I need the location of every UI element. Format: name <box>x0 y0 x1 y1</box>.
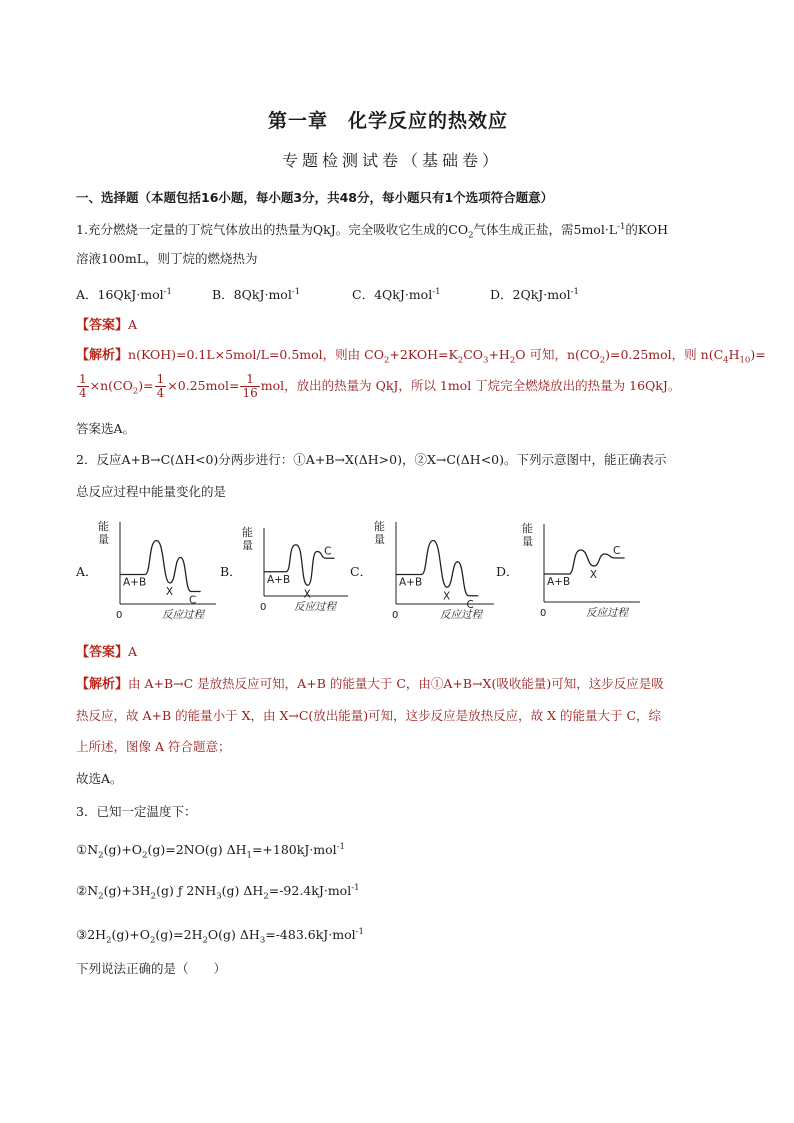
q1-option-a-sup: -1 <box>163 287 172 297</box>
q3-eq2-a: ②N <box>76 883 99 899</box>
q3-eq3-sub-c: 2 <box>202 935 208 946</box>
q1-stem-line1 <box>76 219 668 244</box>
y-axis-label-char: 能 <box>374 520 385 533</box>
q1-stem-b: 气体生成正盐，需5mol·L <box>473 222 618 238</box>
q1-sub: 2 <box>468 230 474 241</box>
q1-analysis-5: )=0.25mol，则 n(C <box>605 347 724 362</box>
reactant-label: A+B <box>547 576 571 588</box>
q1-option-b-text: B．8QkJ·mol <box>212 287 292 303</box>
q1-analysis-sub-b: 2 <box>457 355 464 366</box>
q1-option-a-text: A．16QkJ·mol <box>76 287 164 303</box>
fraction-1-4 <box>77 373 89 400</box>
intermediate-label: X <box>303 588 311 601</box>
q3-eq3-sup: -1 <box>355 927 364 937</box>
fraction-numerator: 1 <box>156 372 165 386</box>
fraction-numerator: 1 <box>79 372 87 386</box>
q1-option-b <box>212 284 300 303</box>
q1-analysis-sub-c: 3 <box>483 355 489 366</box>
section-header: 一、选择题（本题包括16小题，每小题3分，共48分，每小题只有1个选项符合题意） <box>76 190 554 205</box>
q3-eq1-sup: -1 <box>336 842 345 852</box>
q1-analysis-sub-h: 2 <box>132 386 139 397</box>
q1-conclusion: 答案选A。 <box>76 421 136 436</box>
q3-eq1-c: (g)=2NO(g) ΔH <box>147 842 247 858</box>
q3-eq2-sub-b: 2 <box>150 891 157 902</box>
q1-analysis-6: H <box>728 347 740 362</box>
q1-analysis-sub-d: 2 <box>509 355 516 366</box>
q1-analysis-line1 <box>76 347 766 369</box>
q1-analysis-sub-e: 2 <box>599 355 606 366</box>
q1-option-c-text: C．4QkJ·mol <box>352 287 433 303</box>
q1-answer-label: 【答案】 <box>76 318 129 333</box>
fraction-1-16 <box>240 373 259 400</box>
reactant-label: A+B <box>123 576 147 589</box>
q3-eq2-sub-c: 3 <box>216 891 222 902</box>
origin-label: 0 <box>260 602 267 613</box>
reactant-label: A+B <box>399 576 423 589</box>
origin-label: 0 <box>116 610 123 621</box>
y-axis-label-char: 能 <box>242 526 253 539</box>
q3-eq1-sub-a: 2 <box>98 850 104 861</box>
product-label: C <box>324 545 332 558</box>
q3-eq3-b: (g)+O <box>111 927 150 943</box>
origin-label: 0 <box>540 608 547 619</box>
q2-analysis-line3: 上所述，图像 A 符合题意； <box>76 739 231 754</box>
q1-analysis-2b: CO <box>463 347 484 362</box>
fraction-1-4b <box>155 373 167 400</box>
q1-option-b-sup: -1 <box>291 287 301 297</box>
intermediate-label: X <box>165 586 174 598</box>
reactant-label: A+B <box>267 573 291 586</box>
q1-option-d-text: D．2QkJ·mol <box>490 287 571 303</box>
q3-eq2-e: =-92.4kJ·mol <box>268 883 352 899</box>
x-axis-label: 反应过程 <box>162 609 204 621</box>
q3-eq2-d: (g) ΔH <box>221 883 264 899</box>
q2-analysis-line2: 热反应，故 A+B 的能量小于 X，由 X→C(放出能量)可知，这步反应是放热反应，故 X 的能量大于 C，综 <box>76 708 662 723</box>
product-label: C <box>189 594 197 607</box>
energy-chart-a <box>96 514 220 628</box>
q2-conclusion: 故选A。 <box>76 771 123 786</box>
q3-eq2-sub-a: 2 <box>98 891 104 902</box>
q1-analysis-sub-g: 10 <box>739 355 751 366</box>
x-axis-label: 反应过程 <box>440 609 482 621</box>
q3-eq2-c: (g) ƒ 2NH <box>156 883 217 899</box>
q2-answer-value: A <box>128 644 138 659</box>
q1-analysis-8: ×n(CO <box>89 378 133 393</box>
q1-option-d <box>490 284 579 303</box>
q1-option-c <box>352 284 440 303</box>
q1-option-a <box>76 284 172 303</box>
product-label: C <box>613 545 621 557</box>
q3-eq1-d: =+180kJ·mol <box>251 842 337 858</box>
q2-option-label-d: D． <box>496 564 519 579</box>
q3-question: 下列说法正确的是（ ） <box>76 961 227 976</box>
q3-eq1-a: ①N <box>76 842 99 858</box>
y-axis-label-char: 量 <box>374 533 385 546</box>
q3-eq2-b: (g)+3H <box>103 883 151 899</box>
q1-analysis-1: n(KOH)=0.1L×5mol/L=0.5mol，则由 CO <box>128 347 384 362</box>
q1-option-d-sup: -1 <box>570 287 579 297</box>
q2-stem-line1: 2．反应A+B→C(ΔH<0)分两步进行：①A+B→X(ΔH>0)，②X→C(ΔH<0)。下列示意图中，能正确表示 <box>76 452 667 467</box>
y-axis-label-char: 能 <box>98 520 109 533</box>
q3-eq3 <box>76 924 364 949</box>
intermediate-label: X <box>442 590 451 603</box>
q3-eq3-sub-a: 2 <box>106 935 112 946</box>
q1-sup: -1 <box>617 222 626 232</box>
q1-analysis-sub-a: 2 <box>383 355 390 366</box>
q3-eq2-sup: -1 <box>351 883 360 893</box>
fraction-denominator: 4 <box>79 386 87 400</box>
q1-answer <box>76 317 137 334</box>
y-axis-label-char: 量 <box>242 539 253 552</box>
q1-analysis-3: +H <box>488 347 510 362</box>
q3-eq1-b: (g)+O <box>103 842 143 858</box>
q1-analysis-10: ×0.25mol= <box>167 378 240 393</box>
y-axis-label-char: 量 <box>98 533 109 546</box>
q1-analysis-9: )= <box>138 378 154 393</box>
q3-eq1 <box>76 839 345 864</box>
energy-chart-c <box>372 514 498 628</box>
q2-answer-label: 【答案】 <box>76 645 129 660</box>
q3-eq3-a: ③2H <box>76 927 107 943</box>
q2-analysis-1: 由 A+B→C 是放热反应可知，A+B 的能量大于 C，由①A+B→X(吸收能量)可知，这步反应是吸 <box>128 676 664 691</box>
q2-option-label-b: B． <box>220 564 242 579</box>
q2-option-label-c: C． <box>350 564 373 579</box>
page-subtitle: 专题检测试卷（基础卷） <box>282 151 503 170</box>
q3-eq1-sub-c: 1 <box>246 850 252 861</box>
q1-analysis-sub-f: 4 <box>723 355 729 366</box>
q3-eq3-sub-d: 3 <box>259 935 266 946</box>
x-axis-label: 反应过程 <box>586 607 628 619</box>
y-axis-label-char: 量 <box>522 535 533 548</box>
q1-analysis-2: +2KOH=K <box>389 347 458 362</box>
origin-label: 0 <box>392 610 399 621</box>
q3-eq3-d: O(g) ΔH <box>207 927 260 943</box>
page-title: 第一章 化学反应的热效应 <box>268 110 509 132</box>
fraction-denominator: 16 <box>242 386 258 400</box>
fraction-denominator: 4 <box>156 386 165 400</box>
fraction-numerator: 1 <box>240 373 259 387</box>
q1-analysis-11: mol，放出的热量为 QkJ，所以 1mol 丁烷完全燃烧放出的热量为 16QkJ。 <box>260 378 681 393</box>
energy-chart-b <box>240 520 352 620</box>
q2-stem-line2: 总反应过程中能量变化的是 <box>76 484 227 499</box>
q1-answer-value: A <box>128 317 138 332</box>
q1-analysis-7: )= <box>750 347 766 362</box>
q1-stem-a: 1.充分燃烧一定量的丁烷气体放出的热量为QkJ。完全吸收它生成的CO <box>76 222 469 238</box>
q2-analysis-label: 【解析】 <box>76 677 129 692</box>
q3-eq3-sub-b: 2 <box>149 935 156 946</box>
q3-eq1-sub-b: 2 <box>142 850 148 861</box>
x-axis-label: 反应过程 <box>294 601 336 613</box>
q1-stem-c: 的KOH <box>625 222 669 238</box>
q2-option-label-a: A． <box>76 564 98 579</box>
energy-chart-d <box>520 516 644 626</box>
q2-answer <box>76 644 137 661</box>
q1-analysis-line2 <box>76 373 680 400</box>
q1-option-c-sup: -1 <box>432 287 441 297</box>
product-label: C <box>466 598 474 611</box>
q3-stem: 3．已知一定温度下： <box>76 804 197 819</box>
y-axis-label-char: 能 <box>522 522 533 535</box>
q1-analysis-4: O 可知，n(CO <box>515 347 600 362</box>
q3-eq2 <box>76 880 359 905</box>
q2-analysis-line1 <box>76 676 664 693</box>
q3-eq2-sub-d: 2 <box>263 891 269 902</box>
intermediate-label: X <box>589 569 598 581</box>
q1-analysis-label: 【解析】 <box>76 348 129 363</box>
q3-eq3-c: (g)=2H <box>155 927 203 943</box>
q3-eq3-e: =-483.6kJ·mol <box>265 927 356 943</box>
q1-stem-line2: 溶液100mL，则丁烷的燃烧热为 <box>76 251 258 266</box>
